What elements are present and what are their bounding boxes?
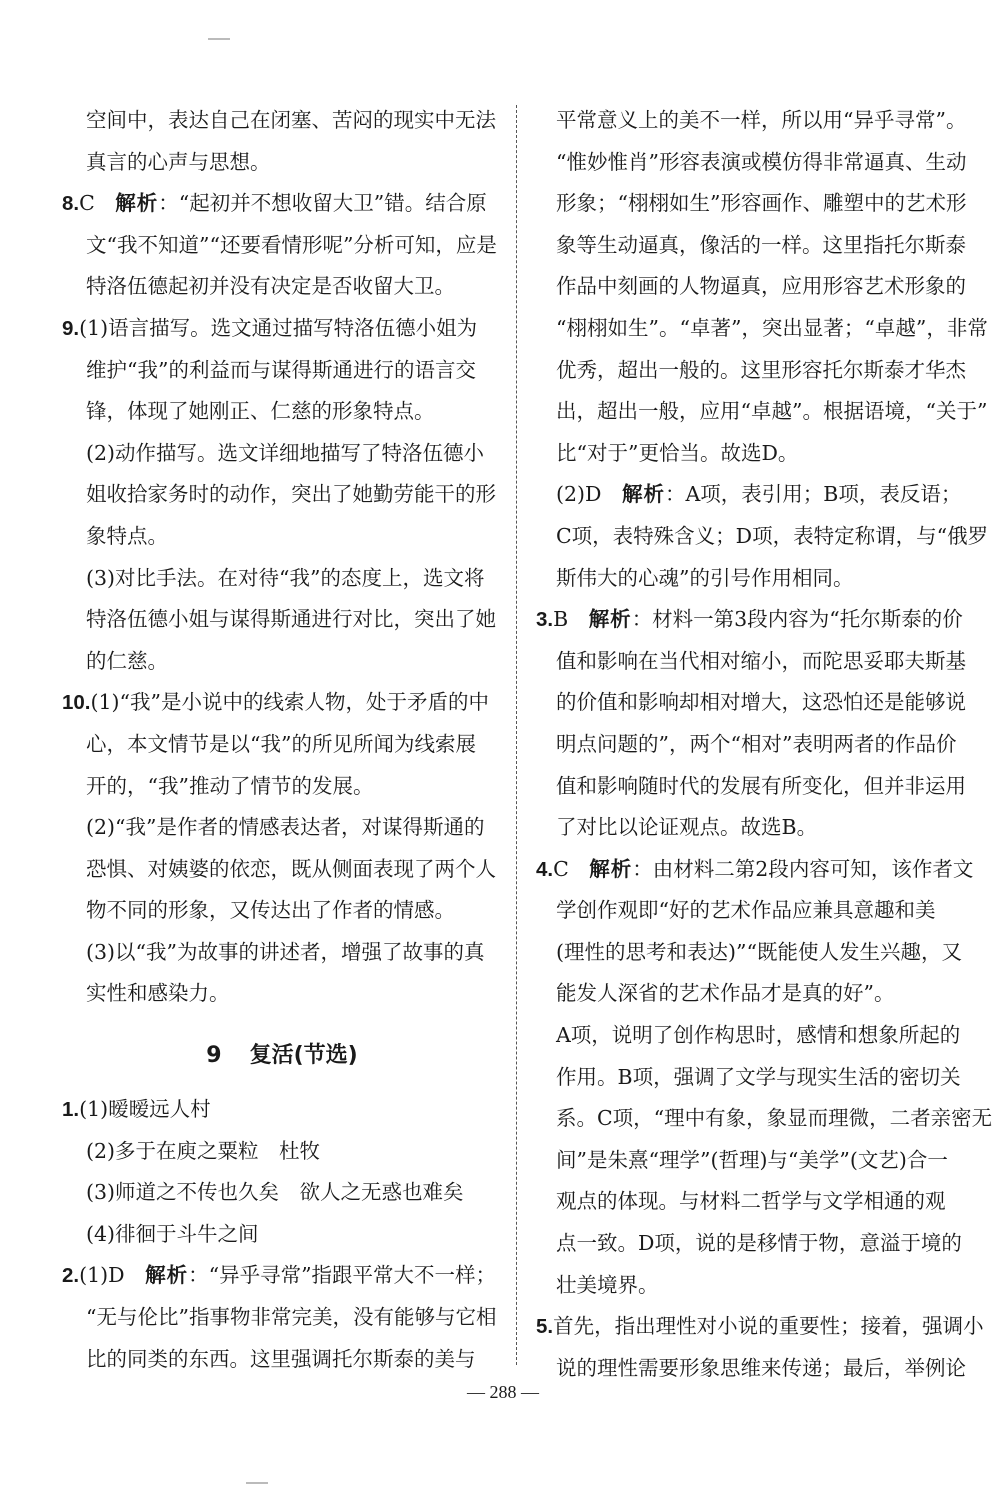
text-line: 空间中，表达自己在闭塞、苦闷的现实中无法 bbox=[86, 108, 496, 132]
text-line: 优秀，超出一般的。这里形容托尔斯泰才华杰 bbox=[556, 357, 966, 382]
question-number: 2. bbox=[62, 1264, 80, 1288]
answer-choice: C bbox=[553, 856, 569, 881]
answer-text: ：“异乎寻常”指跟平常大不一样； bbox=[188, 1263, 497, 1288]
answer-choice: C bbox=[79, 191, 95, 216]
right-column bbox=[536, 100, 993, 1389]
section-title bbox=[62, 1031, 502, 1081]
answer-line bbox=[536, 1306, 984, 1348]
text-line: 作用。B项，强调了文学与现实生活的密切关 bbox=[556, 1064, 961, 1089]
answer-choice: (2)D bbox=[556, 482, 602, 507]
answer-text: ：“起初并不想收留大卫”错。结合原 bbox=[158, 191, 487, 216]
text-line: (3)以“我”为故事的讲述者，增强了故事的真 bbox=[86, 939, 485, 964]
text-line: A项，说明了创作构思时，感情和想象所起的 bbox=[556, 1023, 961, 1048]
text-line: 明点问题的”，两个“相对”表明两者的作品价 bbox=[556, 731, 957, 756]
answer-3 bbox=[536, 599, 966, 849]
text-line: 特洛伍德起初并没有决定是否收留大卫。 bbox=[86, 274, 455, 299]
text-line: 间”是朱熹“理学”(哲理)与“美学”(文艺)合一 bbox=[556, 1147, 948, 1172]
analysis-label: 解析 bbox=[588, 607, 632, 632]
text-line: 锋，体现了她刚正、仁慈的形象特点。 bbox=[86, 399, 435, 424]
answer-line bbox=[536, 599, 963, 641]
text-line: 说的理性需要形象思维来传递；最后，举例论 bbox=[556, 1355, 966, 1380]
analysis-label: 解析 bbox=[621, 482, 665, 507]
text-line: (2)动作描写。选文详细地描写了特洛伍德小 bbox=[86, 440, 485, 465]
answer-line bbox=[62, 1255, 502, 1297]
question-number: 9. bbox=[62, 316, 80, 340]
answer-choice: B bbox=[553, 607, 569, 632]
text-line: C项，表特殊含义；D项，表特定称谓，与“俄罗 bbox=[556, 523, 989, 548]
answer-8 bbox=[62, 183, 502, 308]
page-number: — 288 — bbox=[467, 1382, 539, 1402]
question-number: 4. bbox=[536, 857, 554, 881]
answer-text: ：由材料二第2段内容可知，该作者文 bbox=[632, 856, 974, 881]
text-line: 值和影响在当代相对缩小，而陀思妥耶夫斯基 bbox=[556, 648, 966, 673]
answer-line bbox=[62, 183, 502, 225]
text-line: (4)徘徊于斗牛之间 bbox=[86, 1221, 259, 1246]
text-line: 能发人深省的艺术作品才是真的好”。 bbox=[556, 981, 895, 1006]
text-line: 真言的心声与思想。 bbox=[86, 149, 271, 174]
text-line: 形象；“栩栩如生”形容画作、雕塑中的艺术形 bbox=[556, 191, 967, 216]
answer-2-part-2 bbox=[536, 474, 989, 599]
answer-line bbox=[62, 1089, 502, 1131]
analysis-label: 解析 bbox=[115, 191, 159, 216]
text-line: 维护“我”的利益而与谋得斯通进行的语言交 bbox=[86, 357, 476, 382]
text-line: “栩栩如生”。“卓著”，突出显著；“卓越”，非常 bbox=[556, 315, 988, 340]
answer-text: ：A项，表引用；B项，表反语； bbox=[664, 482, 962, 507]
text-line: 心，本文情节是以“我”的所见所闻为线索展 bbox=[86, 731, 476, 756]
answer-text: (1)“我”是小说中的线索人物，处于矛盾的中 bbox=[90, 690, 489, 715]
question-number: 1. bbox=[62, 1098, 80, 1122]
answer-10 bbox=[62, 682, 502, 1015]
scan-mark-bottom bbox=[246, 1482, 268, 1484]
text-line: 平常意义上的美不一样，所以用“异乎寻常”。 bbox=[556, 108, 967, 132]
answer-line bbox=[62, 682, 502, 724]
answer-choice: (1)D bbox=[79, 1263, 125, 1288]
analysis-label: 解析 bbox=[589, 856, 633, 881]
answer-text: 首先，指出理性对小说的重要性；接着，强调小 bbox=[553, 1314, 984, 1339]
text-line: (2)“我”是作者的情感表达者，对谋得斯通的 bbox=[86, 815, 485, 840]
text-line: 点一致。D项，说的是移情于物，意溢于境的 bbox=[556, 1231, 962, 1256]
answer-4 bbox=[536, 849, 993, 1307]
text-line: (2)多于在庾之粟粒 杜牧 bbox=[86, 1138, 321, 1163]
text-line: 斯伟大的心魂”的引号作用相同。 bbox=[556, 565, 854, 590]
text-line: 文“我不知道”“还要看情形呢”分析可知，应是 bbox=[86, 232, 497, 257]
text-line: 观点的体现。与材料二哲学与文学相通的观 bbox=[556, 1189, 946, 1214]
answer-9 bbox=[62, 308, 502, 682]
answer-5 bbox=[536, 1306, 984, 1389]
text-line: 比的同类的东西。这里强调托尔斯泰的美与 bbox=[86, 1346, 476, 1371]
text-line: 系。C项，“理中有象，象显而理微，二者亲密无 bbox=[556, 1106, 993, 1131]
text-line: 特洛伍德小姐与谋得斯通进行对比，突出了她 bbox=[86, 607, 496, 632]
text-line: 开的，“我”推动了情节的发展。 bbox=[86, 773, 374, 798]
text-line: (3)对比手法。在对待“我”的态度上，选文将 bbox=[86, 565, 485, 590]
answer-text: (1)语言描写。选文通过描写特洛伍德小姐为 bbox=[79, 315, 478, 340]
section-number: 9 bbox=[206, 1043, 222, 1069]
text-line: 的仁慈。 bbox=[86, 648, 168, 673]
text-line: (理性的思考和表达)”“既能使人发生兴趣，又 bbox=[556, 939, 962, 964]
question-number: 10. bbox=[62, 691, 91, 715]
text-line: 物不同的形象，又传达出了作者的情感。 bbox=[86, 898, 455, 923]
text-line: (3)师道之不传也久矣 欲人之无惑也难矣 bbox=[86, 1180, 464, 1205]
answer-s1 bbox=[62, 1089, 502, 1255]
analysis-label: 解析 bbox=[145, 1263, 189, 1288]
text-line: 壮美境界。 bbox=[556, 1272, 659, 1297]
text-line: 出，超出一般，应用“卓越”。根据语境，“关于” bbox=[556, 399, 988, 424]
answer-line bbox=[536, 474, 962, 516]
answer-line bbox=[62, 308, 502, 350]
question-number: 5. bbox=[536, 1315, 554, 1339]
text-line: “惟妙惟肖”形容表演或模仿得非常逼真、生动 bbox=[556, 149, 967, 174]
text-line: 实性和感染力。 bbox=[86, 981, 230, 1006]
text-line: 了对比以论证观点。故选B。 bbox=[556, 815, 818, 840]
text-line: 象特点。 bbox=[86, 523, 168, 548]
left-column bbox=[62, 100, 502, 1380]
answer-text: (1)暧暧远人村 bbox=[79, 1097, 211, 1122]
section-heading: 复活(节选) bbox=[249, 1043, 358, 1069]
text-line: 学创作观即“好的艺术作品应兼具意趣和美 bbox=[556, 898, 936, 923]
text-line: 姐收拾家务时的动作，突出了她勤劳能干的形 bbox=[86, 482, 496, 507]
text-line: 的价值和影响却相对增大，这恐怕还是能够说 bbox=[556, 690, 966, 715]
text-line: 恐惧、对姨婆的依恋，既从侧面表现了两个人 bbox=[86, 856, 496, 881]
text-line: “无与伦比”指事物非常完美，没有能够与它相 bbox=[86, 1305, 497, 1330]
question-number: 8. bbox=[62, 192, 80, 216]
answer-s2 bbox=[62, 1255, 502, 1380]
scan-mark-top bbox=[208, 38, 230, 40]
question-number: 3. bbox=[536, 608, 554, 632]
column-divider bbox=[516, 105, 517, 1365]
answer-text: ：材料一第3段内容为“托尔斯泰的价 bbox=[631, 607, 963, 632]
text-line: 比“对于”更恰当。故选D。 bbox=[556, 440, 799, 465]
text-line: 作品中刻画的人物逼真，应用形容艺术形象的 bbox=[556, 274, 966, 299]
answer-line bbox=[536, 849, 974, 891]
text-line: 值和影响随时代的发展有所变化，但并非运用 bbox=[556, 773, 966, 798]
text-line: 象等生动逼真，像活的一样。这里指托尔斯泰 bbox=[556, 232, 966, 257]
